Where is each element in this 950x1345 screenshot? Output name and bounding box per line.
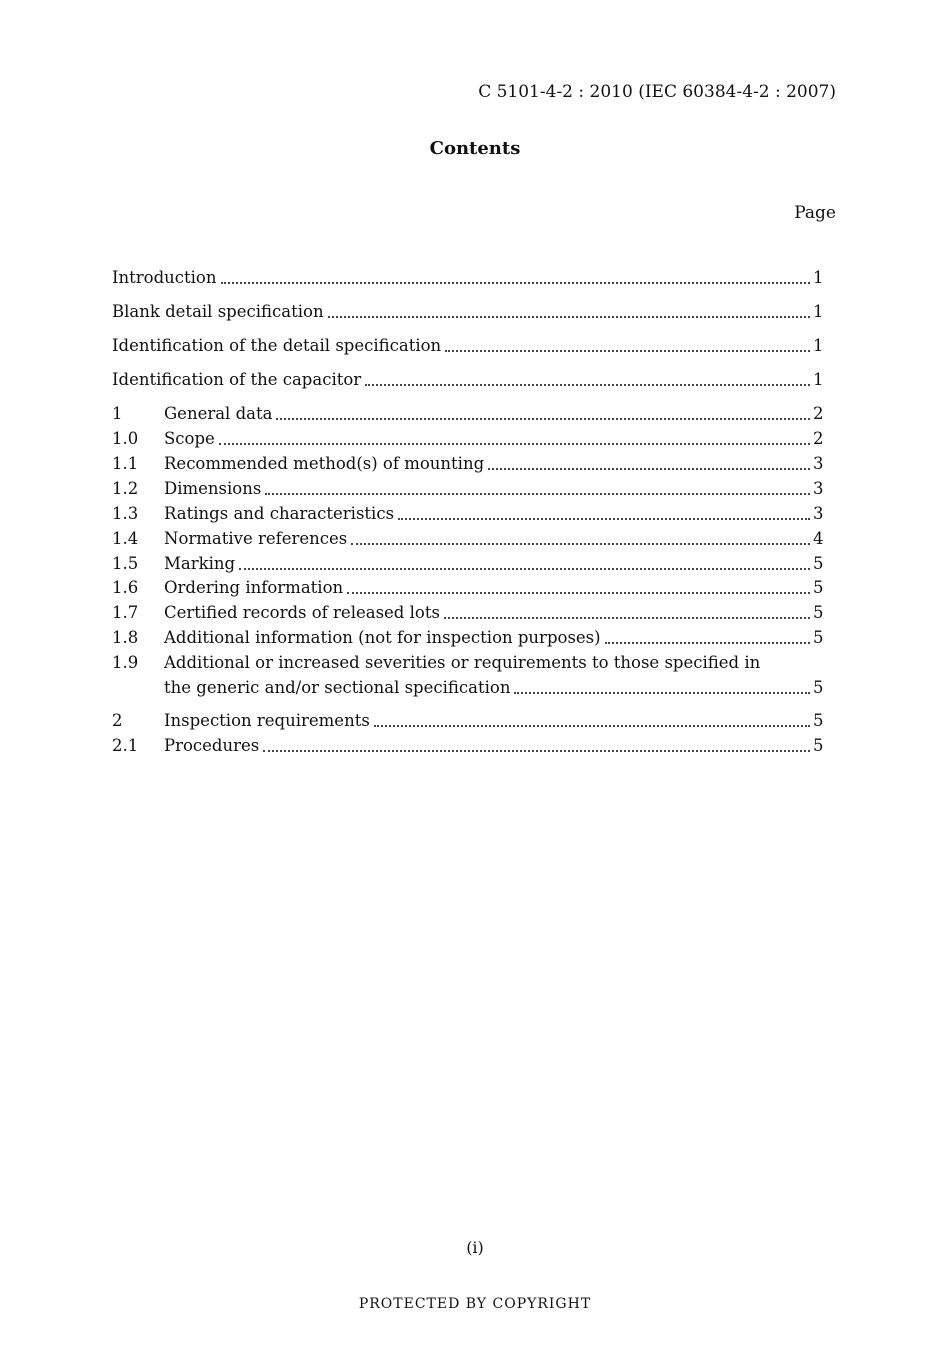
toc-entry-text: General data	[164, 404, 273, 423]
toc-entry-text: Inspection requirements	[164, 711, 370, 730]
toc-entry-page: 1	[813, 302, 824, 321]
toc-entry-page: 1	[813, 268, 824, 287]
dot-leader	[514, 692, 810, 694]
dot-leader	[219, 443, 810, 445]
toc-entry-page: 2	[813, 404, 824, 423]
toc-entry-2-1[interactable]	[112, 733, 823, 758]
toc-entry-text: Dimensions	[164, 479, 262, 498]
toc-entry-page: 5	[813, 603, 824, 622]
toc-entry-1-9[interactable]	[112, 650, 823, 700]
toc-entry-1-5[interactable]	[112, 551, 823, 576]
dot-leader	[328, 316, 810, 318]
toc-entry-number: 1.5	[112, 554, 139, 573]
toc-entry-page: 5	[813, 678, 824, 697]
toc-entry-number: 1.2	[112, 479, 139, 498]
page-column-label: Page	[794, 203, 836, 223]
toc-entry-page: 3	[813, 504, 824, 523]
dot-leader	[398, 518, 810, 520]
dot-leader	[444, 617, 810, 619]
toc-entry-text: Additional or increased severities or requirements to those specified in	[164, 653, 761, 672]
table-of-contents	[112, 0, 823, 1345]
toc-entry-2[interactable]	[112, 708, 823, 733]
toc-entry-text: Additional information (not for inspection purposes)	[164, 628, 601, 647]
toc-entry-text: Recommended method(s) of mounting	[164, 454, 485, 473]
toc-entry-number: 1.9	[112, 653, 139, 672]
toc-entry-text: Identification of the detail specification	[112, 336, 442, 355]
toc-entry-text: Blank detail specification	[112, 302, 324, 321]
toc-entry-1-4[interactable]	[112, 526, 823, 551]
toc-entry-text: Procedures	[164, 736, 260, 755]
toc-entry-text: Normative references	[164, 529, 348, 548]
toc-entry-page: 1	[813, 370, 824, 389]
toc-entry-text: Introduction	[112, 268, 217, 287]
toc-entry-number: 1.0	[112, 429, 139, 448]
toc-entry-number: 2	[112, 711, 123, 730]
toc-entry-page: 2	[813, 429, 824, 448]
toc-entry-number: 1.3	[112, 504, 139, 523]
toc-entry-text: Certified records of released lots	[164, 603, 440, 622]
dot-leader	[239, 568, 810, 570]
toc-entry-introduction[interactable]	[112, 265, 823, 290]
toc-entry-1-7[interactable]	[112, 600, 823, 625]
dot-leader	[351, 543, 810, 545]
toc-entry-page: 5	[813, 554, 824, 573]
dot-leader	[488, 468, 810, 470]
toc-entry-number: 1.1	[112, 454, 139, 473]
toc-entry-1-8[interactable]	[112, 625, 823, 650]
toc-entry-text: Identification of the capacitor	[112, 370, 362, 389]
toc-entry-page: 5	[813, 736, 824, 755]
dot-leader	[347, 592, 810, 594]
document-id: C 5101-4-2 : 2010 (IEC 60384-4-2 : 2007)	[478, 82, 836, 102]
dot-leader	[221, 282, 811, 284]
page-number: (i)	[466, 1238, 484, 1257]
copyright-notice: PROTECTED BY COPYRIGHT	[358, 1296, 592, 1312]
dot-leader	[605, 642, 810, 644]
toc-entry-text: Scope	[164, 429, 215, 448]
toc-entry-1[interactable]	[112, 401, 823, 426]
toc-entry-blank-detail-specification[interactable]	[112, 299, 823, 324]
toc-entry-number: 1	[112, 404, 123, 423]
toc-entry-text: Ordering information	[164, 578, 344, 597]
toc-entry-number: 1.4	[112, 529, 139, 548]
toc-entry-text: Marking	[164, 554, 236, 573]
toc-entry-identification-detail-spec[interactable]	[112, 333, 823, 358]
toc-entry-number: 1.7	[112, 603, 139, 622]
dot-leader	[263, 750, 810, 752]
toc-entry-page: 3	[813, 479, 824, 498]
dot-leader	[445, 350, 810, 352]
toc-entry-identification-capacitor[interactable]	[112, 367, 823, 392]
toc-entry-1-1[interactable]	[112, 451, 823, 476]
toc-entry-page: 5	[813, 628, 824, 647]
toc-entry-1-3[interactable]	[112, 501, 823, 526]
dot-leader	[365, 384, 810, 386]
toc-entry-number: 1.8	[112, 628, 139, 647]
toc-entry-number: 1.6	[112, 578, 139, 597]
toc-entry-number: 2.1	[112, 736, 139, 755]
toc-entry-page: 3	[813, 454, 824, 473]
toc-entry-page: 5	[813, 578, 824, 597]
dot-leader	[374, 725, 810, 727]
toc-entry-page: 5	[813, 711, 824, 730]
page-title: Contents	[429, 138, 521, 159]
toc-entry-text-continued: the generic and/or sectional specification	[164, 678, 511, 697]
toc-entry-1-0[interactable]	[112, 426, 823, 451]
toc-entry-page: 4	[813, 529, 824, 548]
toc-entry-1-2[interactable]	[112, 476, 823, 501]
toc-entry-page: 1	[813, 336, 824, 355]
toc-entry-text: Ratings and characteristics	[164, 504, 395, 523]
dot-leader	[265, 493, 810, 495]
toc-entry-1-6[interactable]	[112, 575, 823, 600]
dot-leader	[276, 418, 810, 420]
